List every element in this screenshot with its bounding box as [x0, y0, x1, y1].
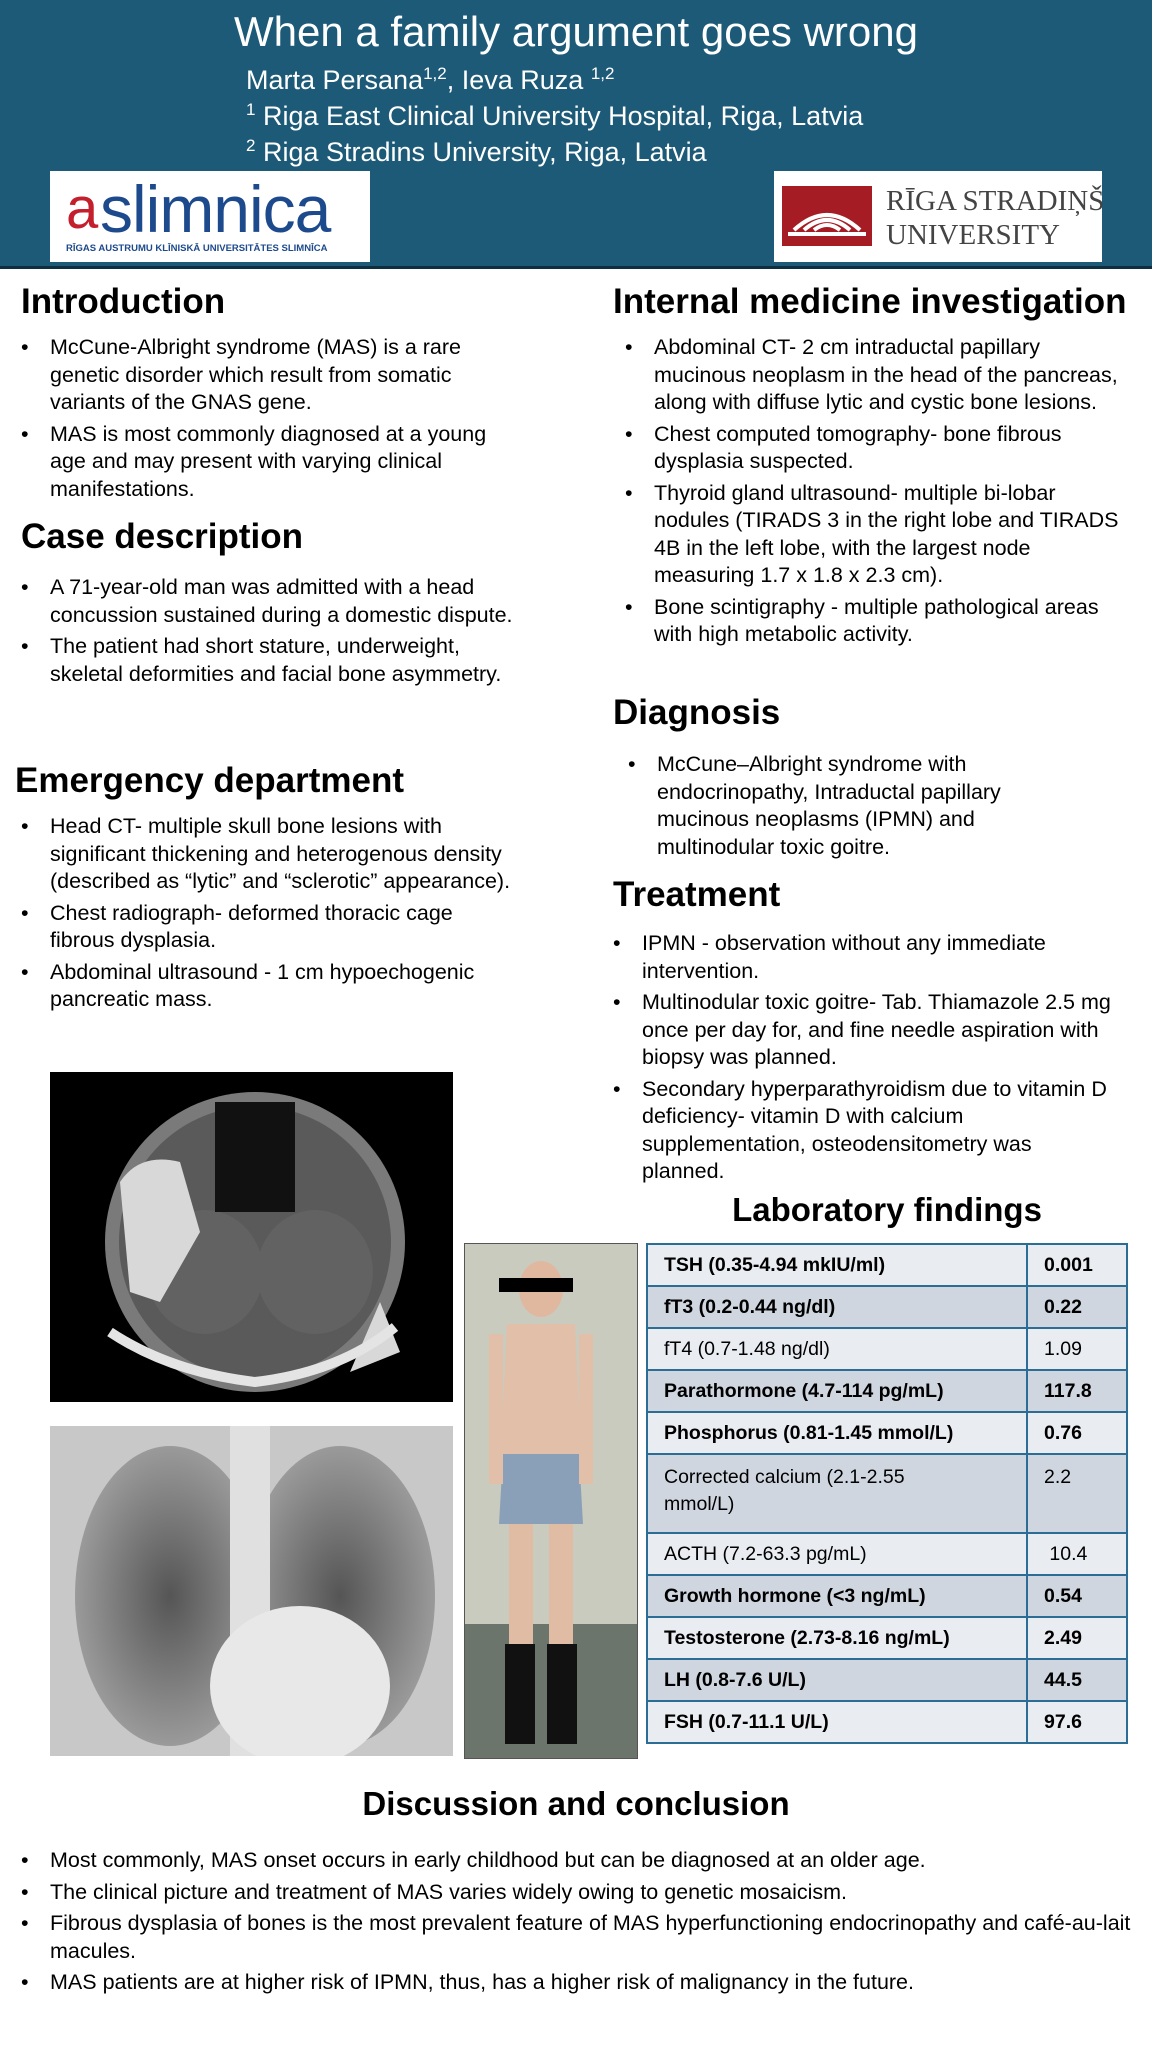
list-item: • The clinical picture and treatment of MAS varies widely owing to genetic mosaicism.: [21, 1879, 1131, 1907]
lab-value: 1.09: [1027, 1328, 1127, 1370]
patient-photo: [464, 1243, 638, 1759]
list-item: • Thyroid gland ultrasound- multiple bi-lobar nodules (TIRADS 3 in the right lobe and TIRADS 4B in the left lobe, with the largest node measuring 1.7 x 1.8 x 2.3 cm).: [625, 480, 1125, 590]
author-2: Ieva Ruza: [461, 65, 591, 95]
author-line: [246, 64, 614, 96]
list-item: • Chest computed tomography- bone fibrous dysplasia suspected.: [625, 421, 1125, 476]
affiliation-1-number: 1: [246, 100, 256, 119]
treatment-list: [613, 930, 1113, 1190]
list-item: • Head CT- multiple skull bone lesions with significant thickening and heterogenous density (described as “lytic” and “sclerotic” appearance).: [21, 813, 521, 896]
table-row: [647, 1286, 1127, 1328]
author-1: Marta Persana: [246, 65, 424, 95]
lab-label: Phosphorus (0.81-1.45 mmol/L): [647, 1412, 1027, 1454]
list-item: • Multinodular toxic goitre- Tab. Thiamazole 2.5 mg once per day for, and fine needle aspiration with biopsy was planned.: [613, 989, 1113, 1072]
university-emblem-icon: [782, 186, 872, 246]
lab-value: 0.22: [1027, 1286, 1127, 1328]
table-row: [647, 1533, 1127, 1575]
author-2-affiliation: 1,2: [590, 64, 615, 83]
lab-value: 0.76: [1027, 1412, 1127, 1454]
list-item: • Abdominal ultrasound - 1 cm hypoechogenic pancreatic mass.: [21, 959, 521, 1014]
table-row: [647, 1244, 1127, 1286]
author-separator: ,: [446, 65, 462, 95]
lab-label: FSH (0.7-11.1 U/L): [647, 1701, 1027, 1743]
lab-label: Testosterone (2.73-8.16 ng/mL): [647, 1617, 1027, 1659]
lab-label: LH (0.8-7.6 U/L): [647, 1659, 1027, 1701]
list-item: • The patient had short stature, underweight, skeletal deformities and facial bone asymmetry.: [21, 633, 521, 688]
university-logo: [774, 171, 1105, 262]
author-1-affiliation: 1,2: [423, 64, 447, 83]
lab-value: 0.54: [1027, 1575, 1127, 1617]
emergency-list: [21, 813, 521, 1018]
table-row: [647, 1412, 1127, 1454]
lab-label: Growth hormone (<3 ng/mL): [647, 1575, 1027, 1617]
patient-figure-icon: [465, 1244, 637, 1758]
lab-label: Parathormone (4.7-114 pg/mL): [647, 1370, 1027, 1412]
lab-value: 2.49: [1027, 1617, 1127, 1659]
head-ct-scan-icon: [50, 1072, 453, 1402]
lab-value: 117.8: [1027, 1370, 1127, 1412]
university-logo-line1: RĪGA STRADIŅŠ: [886, 185, 1105, 217]
list-item: • Most commonly, MAS onset occurs in early childhood but can be diagnosed at an older age.: [21, 1847, 1131, 1875]
list-item: • Fibrous dysplasia of bones is the most prevalent feature of MAS hyperfunctioning endocrinopathy and café-au-lait macules.: [21, 1910, 1131, 1965]
lab-value: 10.4: [1027, 1533, 1127, 1575]
introduction-list: [21, 334, 521, 507]
affiliation-2-number: 2: [246, 136, 256, 155]
table-row: [647, 1328, 1127, 1370]
list-item: • A 71-year-old man was admitted with a head concussion sustained during a domestic dispute.: [21, 574, 521, 629]
treatment-heading: Treatment: [613, 875, 781, 914]
lab-label: fT3 (0.2-0.44 ng/dl): [647, 1286, 1027, 1328]
lab-label: fT4 (0.7-1.48 ng/dl): [647, 1328, 1027, 1370]
introduction-heading: Introduction: [21, 282, 226, 321]
chest-xray-icon: [50, 1426, 453, 1756]
list-item: • McCune-Albright syndrome (MAS) is a rare genetic disorder which result from somatic variants of the GNAS gene.: [21, 334, 521, 417]
discussion-list: [21, 1847, 1131, 2001]
list-item: • Chest radiograph- deformed thoracic cage fibrous dysplasia.: [21, 900, 521, 955]
list-item: • Bone scintigraphy - multiple pathological areas with high metabolic activity.: [625, 594, 1125, 649]
internal-medicine-list: [625, 334, 1125, 653]
hospital-logo-a: a: [66, 176, 99, 241]
lab-findings-table: [646, 1243, 1128, 1744]
list-item: • Secondary hyperparathyroidism due to vitamin D deficiency- vitamin D with calcium supplementation, osteodensitometry was planned.: [613, 1076, 1113, 1186]
internal-medicine-heading: Internal medicine investigation: [613, 282, 1127, 321]
emergency-heading: Emergency department: [15, 761, 405, 800]
poster-header: [0, 0, 1152, 269]
lab-label: Corrected calcium (2.1-2.55 mmol/L): [647, 1454, 1027, 1533]
table-row: [647, 1659, 1127, 1701]
affiliation-1: [246, 100, 863, 132]
table-row: [647, 1370, 1127, 1412]
affiliation-1-text: Riga East Clinical University Hospital, Riga, Latvia: [255, 101, 864, 131]
lab-value: 97.6: [1027, 1701, 1127, 1743]
head-ct-image: [50, 1072, 453, 1402]
case-description-list: [21, 574, 521, 692]
case-description-heading: Case description: [21, 517, 304, 556]
list-item: • Abdominal CT- 2 cm intraductal papillary mucinous neoplasm in the head of the pancreas, along with diffuse lytic and cystic bone lesions.: [625, 334, 1125, 417]
hospital-logo-name: slimnica: [100, 172, 331, 246]
diagnosis-heading: Diagnosis: [613, 693, 781, 732]
lab-label: ACTH (7.2-63.3 pg/mL): [647, 1533, 1027, 1575]
lab-findings-heading: Laboratory findings: [732, 1191, 1042, 1228]
discussion-heading: Discussion and conclusion: [362, 1785, 790, 1822]
list-item: • MAS is most commonly diagnosed at a young age and may present with varying clinical manifestations.: [21, 421, 521, 504]
diagnosis-list: [628, 751, 1088, 865]
lab-value: 2.2: [1027, 1454, 1127, 1533]
lab-label: TSH (0.35-4.94 mkIU/ml): [647, 1244, 1027, 1286]
university-logo-line2: UNIVERSITY: [886, 219, 1060, 251]
hospital-logo-subtitle: RĪGAS AUSTRUMU KLĪNISKĀ UNIVERSITĀTES SLIMNĪCA: [66, 243, 328, 254]
affiliation-2-text: Riga Stradins University, Riga, Latvia: [255, 137, 707, 167]
poster-title: When a family argument goes wrong: [234, 8, 918, 55]
table-row: [647, 1454, 1127, 1533]
table-row: [647, 1575, 1127, 1617]
affiliation-2: [246, 136, 707, 168]
table-row: [647, 1701, 1127, 1743]
list-item: • McCune–Albright syndrome with endocrinopathy, Intraductal papillary mucinous neoplasms (IPMN) and multinodular toxic goitre.: [628, 751, 1088, 861]
hospital-logo: [50, 171, 370, 262]
lab-value: 44.5: [1027, 1659, 1127, 1701]
list-item: • IPMN - observation without any immediate intervention.: [613, 930, 1113, 985]
list-item: • MAS patients are at higher risk of IPMN, thus, has a higher risk of malignancy in the future.: [21, 1969, 1131, 1997]
chest-xray-image: [50, 1426, 453, 1756]
table-row: [647, 1617, 1127, 1659]
lab-value: 0.001: [1027, 1244, 1127, 1286]
